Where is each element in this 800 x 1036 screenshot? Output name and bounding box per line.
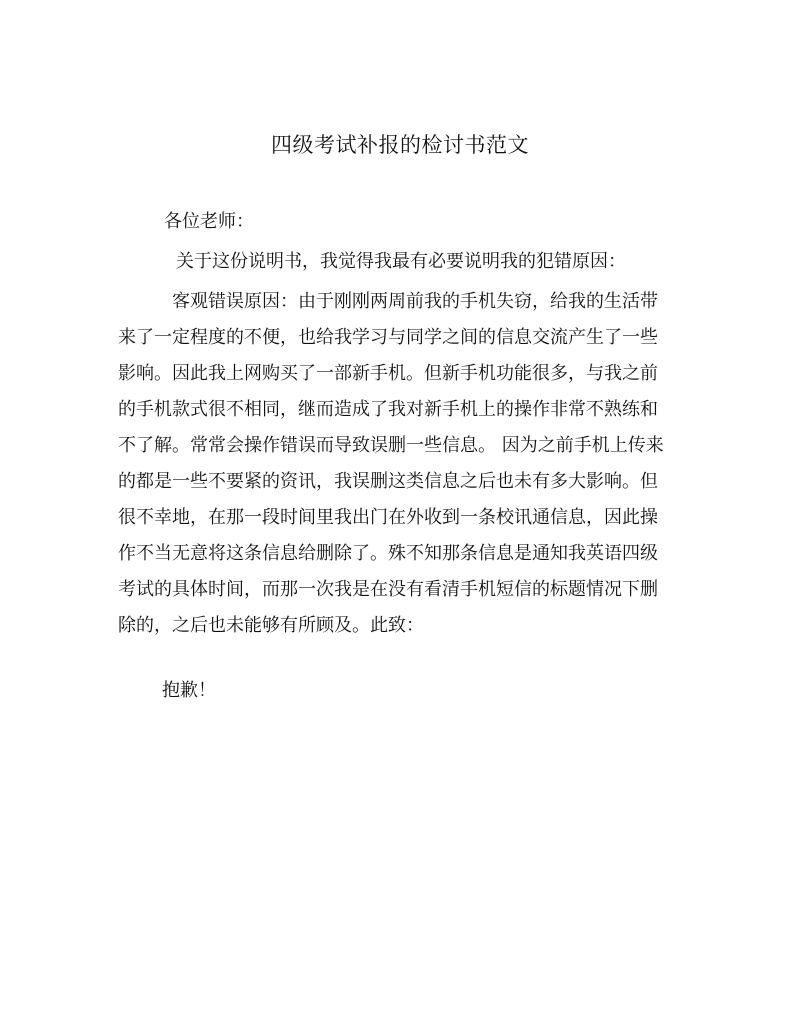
intro-paragraph: 关于这份说明书，我觉得我最有必要说明我的犯错原因： xyxy=(176,251,626,272)
document-title: 四级考试补报的检讨书范文 xyxy=(271,133,529,157)
body-line: 考试的具体时间，而那一次我是在没有看清手机短信的标题情况下删 xyxy=(118,579,658,600)
body-line: 很不幸地，在那一段时间里我出门在外收到一条校讯通信息，因此操 xyxy=(118,507,658,528)
body-line: 的都是一些不要紧的资讯，我误删这类信息之后也未有多大影响。但 xyxy=(118,471,658,492)
body-line: 不了解。常常会操作错误而导致误删一些信息。 因为之前手机上传来 xyxy=(118,435,664,456)
body-line: 来了一定程度的不便，也给我学习与同学之间的信息交流产生了一些 xyxy=(118,327,658,348)
body-line: 影响。因此我上网购买了一部新手机。但新手机功能很多，与我之前 xyxy=(118,363,658,384)
salutation: 各位老师： xyxy=(164,211,254,232)
closing-line: 抱歉！ xyxy=(162,680,216,701)
body-line: 除的，之后也未能够有所顾及。此致： xyxy=(118,615,424,636)
body-paragraph xyxy=(118,284,688,644)
body-line: 的手机款式很不相同，继而造成了我对新手机上的操作非常不熟练和 xyxy=(118,399,658,420)
body-line: 客观错误原因：由于刚刚两周前我的手机失窃，给我的生活带 xyxy=(172,291,658,312)
body-line: 作不当无意将这条信息给删除了。殊不知那条信息是通知我英语四级 xyxy=(118,543,658,564)
